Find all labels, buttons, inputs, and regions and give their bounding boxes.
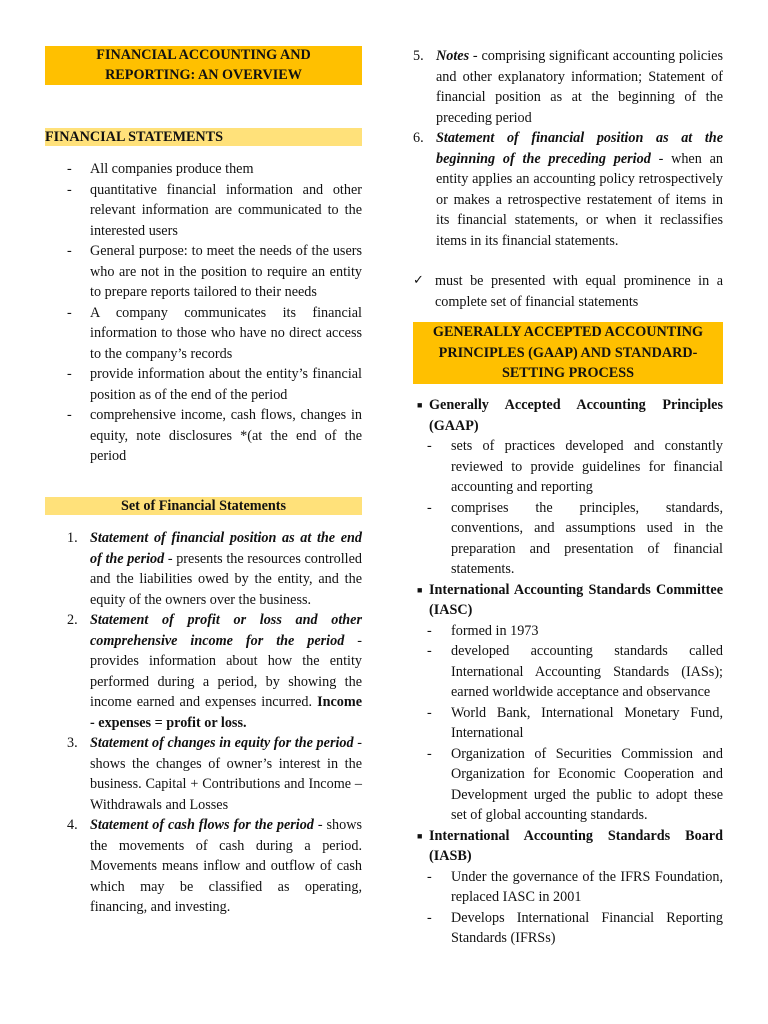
- list-item: 6. Statement of financial position as at the beginning of the preceding period - when an entity applies an accounting policy retrospectively or makes a retrospective restatement of items in its financial statements, or when it reclassifies items in its financial statements.: [413, 130, 723, 249]
- financial-statements-list: [45, 159, 362, 467]
- section-items: [413, 867, 723, 949]
- list-item: - Develops International Financial Reporting Standards (IFRSs): [427, 909, 723, 946]
- list-item: - Under the governance of the IFRS Foundation, replaced IASC in 2001: [427, 868, 723, 905]
- gaap-heading: [413, 322, 723, 384]
- statement-title: Statement of financial position as at the beginning of the preceding period: [436, 130, 723, 167]
- number-marker: 1.: [67, 530, 78, 546]
- list-item: - sets of practices developed and constantly reviewed to provide guidelines for financial accounting and reporting: [427, 438, 723, 495]
- dash-marker: -: [427, 438, 432, 454]
- section-items: [413, 436, 723, 580]
- statement-title: Statement of changes in equity for the period: [90, 735, 354, 751]
- dash-marker: -: [427, 745, 432, 762]
- list-item: 2. Statement of profit or loss and other comprehensive income for the period - provides information about how the entity performed during a period, by showing the income earned and expenses incurred. Income - expenses = profit or loss.: [67, 612, 362, 731]
- section-heading: International Accounting Standards Board (IASB): [429, 827, 723, 864]
- dash-marker: -: [427, 868, 432, 885]
- list-item: - World Bank, International Monetary Fund, International: [427, 704, 723, 741]
- section-iasc: [413, 580, 723, 826]
- list-item: 3. Statement of changes in equity for the period - shows the changes of owner’s interest in the business. Capital + Contributions and Income – Withdrawals and Losses: [67, 735, 362, 813]
- number-marker: 6.: [413, 130, 424, 146]
- section-items: [413, 621, 723, 826]
- dash-marker: -: [67, 161, 72, 177]
- dash-marker: -: [427, 643, 432, 659]
- list-item: - A company communicates its financial information to those who have no direct access to the company’s records: [67, 304, 362, 362]
- list-item: 1. Statement of financial position as at the end of the period - presents the resources controlled and the liabilities owed by the entity, and the equity of the owners over the business.: [67, 530, 362, 608]
- statement-title: Statement of profit or loss and other comprehensive income for the period: [90, 612, 362, 649]
- list-item: - provide information about the entity’s financial position as of the end of the period: [67, 366, 362, 403]
- dash-marker: -: [427, 499, 432, 516]
- section-gaap: [413, 395, 723, 580]
- square-bullet-icon: ■: [417, 400, 423, 410]
- statement-title: Notes: [436, 48, 470, 64]
- number-marker: 3.: [67, 735, 78, 751]
- square-bullet-icon: ■: [417, 830, 423, 841]
- statement-title: Statement of financial position as at the end of the period: [90, 530, 362, 567]
- statements-list: [45, 528, 362, 918]
- profit-formula: Income - expenses = profit or loss.: [90, 694, 362, 731]
- list-item: - Organization of Securities Commission and Organization for Economic Cooperation and Development urged the public to adopt these set of global accounting standards.: [427, 745, 723, 823]
- check-note: ✓ must be presented with equal prominence in a complete set of financial statements: [413, 273, 723, 310]
- section-heading: Generally Accepted Accounting Principles (GAAP): [429, 397, 723, 434]
- set-of-statements-heading: Set of Financial Statements: [45, 497, 362, 515]
- dash-marker: -: [67, 366, 72, 382]
- checkmark-icon: ✓: [413, 273, 424, 288]
- number-marker: 5.: [413, 48, 424, 64]
- financial-statements-heading: FINANCIAL STATEMENTS: [45, 128, 362, 146]
- list-item: - comprises the principles, standards, conventions, and assumptions used in the preparation and presentation of financial statements.: [427, 499, 723, 577]
- title-line-1: FINANCIAL ACCOUNTING AND: [96, 47, 311, 63]
- square-bullet-icon: ■: [417, 584, 423, 595]
- gaap-line-3: SETTING PROCESS: [501, 365, 635, 381]
- title-line-2: REPORTING: AN OVERVIEW: [105, 66, 302, 83]
- list-item: 4. Statement of cash flows for the period - shows the movements of cash during a period. Movements means inflow and outflow of cash which may be classified as operating, financing, and investing.: [67, 817, 362, 915]
- dash-marker: -: [427, 909, 432, 926]
- dash-marker: -: [427, 622, 432, 639]
- section-iasb: [413, 826, 723, 949]
- gaap-line-1: GENERALLY ACCEPTED ACCOUNTING: [432, 324, 704, 340]
- dash-marker: -: [67, 243, 72, 259]
- statement-title: Statement of cash flows for the period: [90, 817, 314, 833]
- list-item: - formed in 1973: [413, 621, 723, 642]
- list-item: - quantitative financial information and other relevant information are communicated to the interested users: [67, 181, 362, 239]
- standards-sections: [413, 395, 723, 949]
- number-marker: 4.: [67, 817, 78, 833]
- list-item: - All companies produce them: [45, 159, 362, 180]
- document-title: [45, 46, 362, 85]
- dash-marker: -: [67, 407, 72, 423]
- section-heading: International Accounting Standards Committee (IASC): [429, 581, 723, 618]
- list-item: - General purpose: to meet the needs of the users who are not in the position to require an entity to prepare reports tailored to their needs: [67, 243, 362, 300]
- statements-list-continued: [391, 46, 723, 251]
- dash-marker: -: [67, 304, 72, 321]
- dash-marker: -: [67, 181, 72, 198]
- list-item: - developed accounting standards called International Accounting Standards (IASs); earned worldwide acceptance and observance: [427, 643, 723, 700]
- gaap-line-2: PRINCIPLES (GAAP) AND STANDARD-: [438, 344, 698, 361]
- number-marker: 2.: [67, 612, 78, 628]
- list-item: 5. Notes - comprising significant accounting policies and other explanatory information; Statement of financial position as at the beginning of the preceding period: [413, 48, 723, 126]
- list-item: - comprehensive income, cash flows, changes in equity, note disclosures *(at the end of the period: [67, 407, 362, 464]
- dash-marker: -: [427, 704, 432, 721]
